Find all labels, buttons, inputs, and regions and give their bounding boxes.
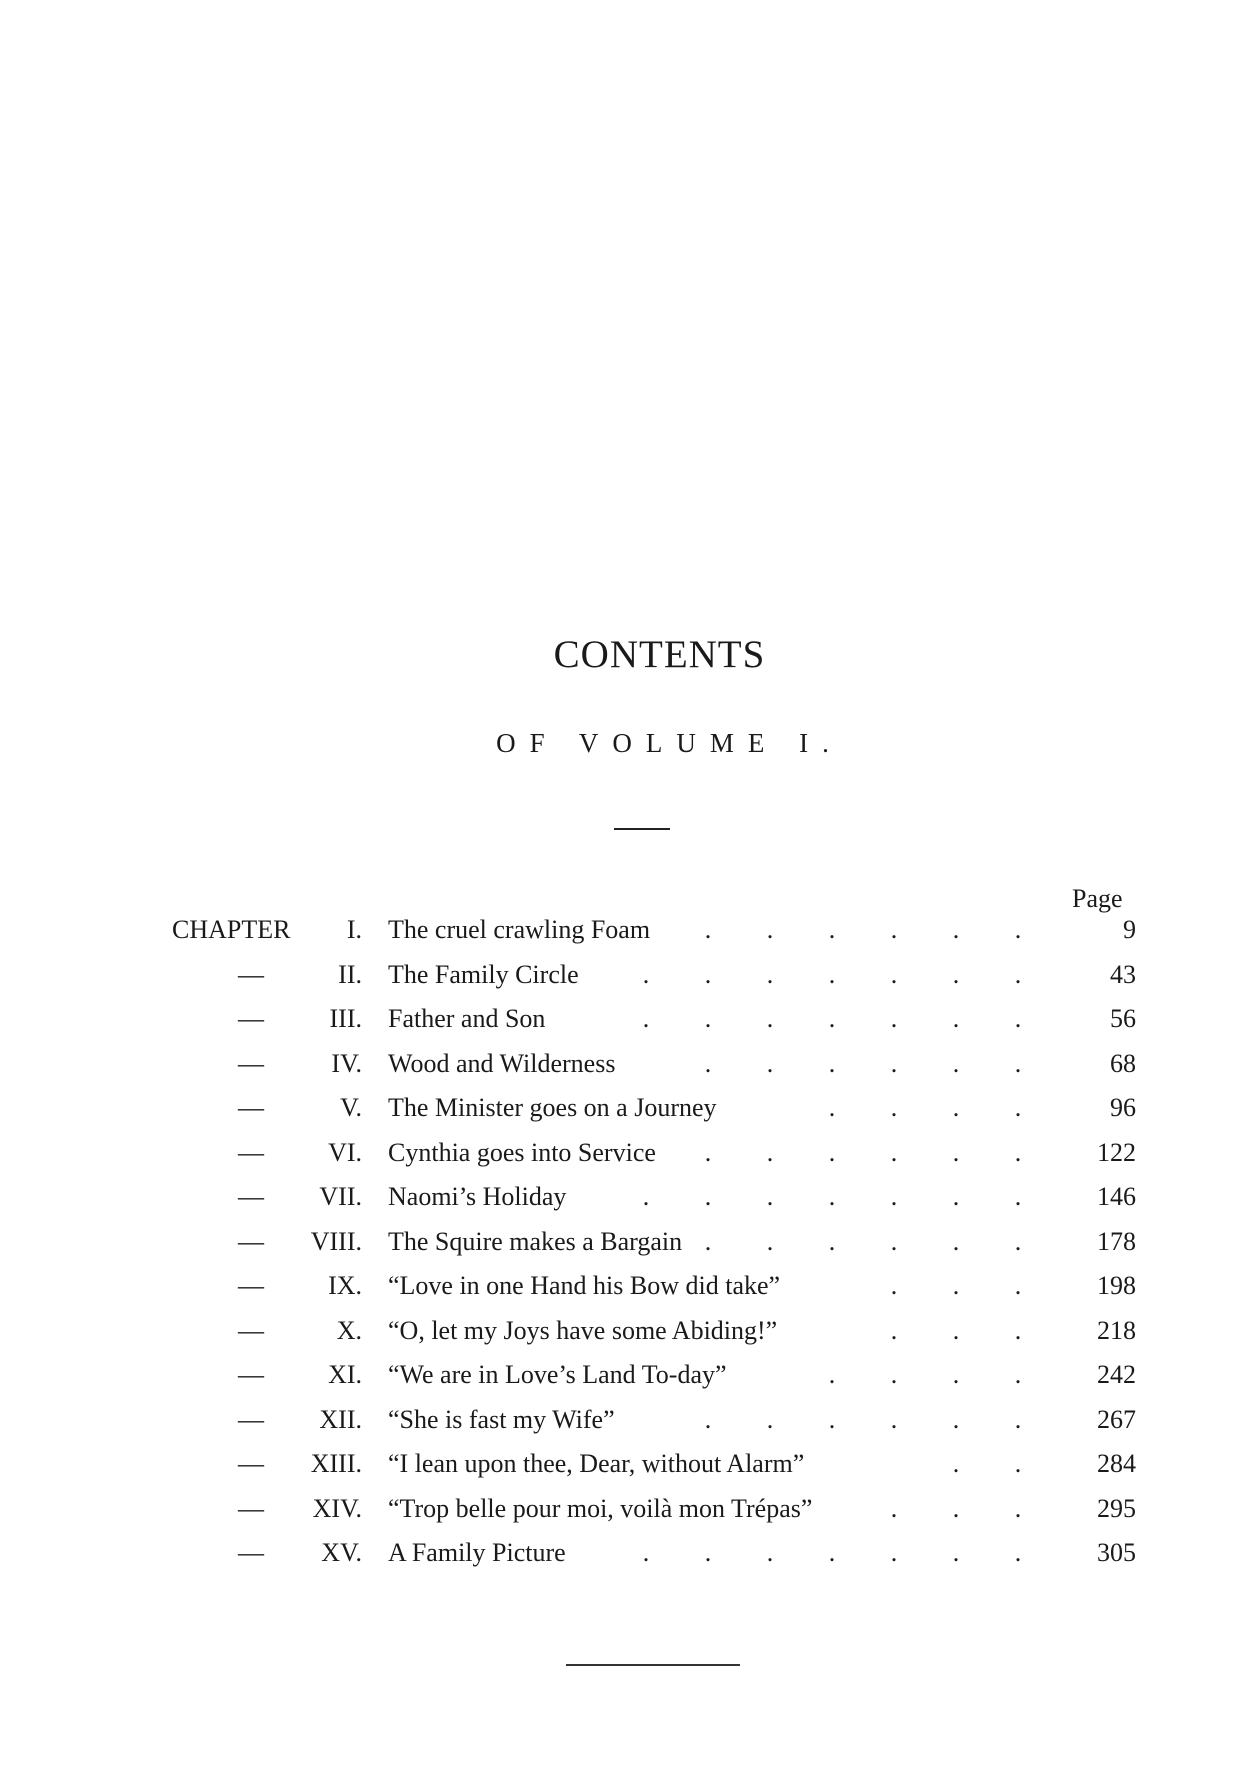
- page-number: 267: [1097, 1404, 1136, 1434]
- toc-entry: [0, 1131, 1259, 1175]
- toc-entry: [0, 1442, 1259, 1486]
- leader-dots: . . . .: [828, 1093, 1022, 1122]
- toc-entry: [0, 1175, 1259, 1219]
- ditto-dash: —: [238, 1493, 264, 1523]
- leader-dots: . . . . . . .: [642, 959, 1022, 989]
- toc-entry: [0, 1309, 1259, 1353]
- top-divider: [614, 828, 670, 830]
- ditto-dash: —: [238, 1048, 264, 1078]
- chapter-title: “I lean upon thee, Dear, without Alarm”: [388, 1449, 805, 1478]
- chapter-numeral: II.: [338, 959, 362, 989]
- chapter-title: “She is fast my Wife”: [388, 1404, 615, 1434]
- page-number: 9: [1123, 915, 1136, 944]
- ditto-dash: —: [238, 959, 264, 989]
- page-number: 178: [1097, 1226, 1136, 1256]
- leader-dots: . . . . . .: [704, 915, 1022, 944]
- toc-entry: [0, 1353, 1259, 1397]
- leader-dots: . . . . . .: [704, 1226, 1022, 1256]
- page-number: 284: [1097, 1449, 1136, 1478]
- ditto-dash: —: [238, 1004, 264, 1033]
- bottom-divider: [566, 1664, 740, 1666]
- toc-entry: [0, 908, 1259, 952]
- chapter-title: “We are in Love’s Land To-day”: [388, 1360, 727, 1389]
- chapter-numeral: IX.: [328, 1271, 362, 1300]
- ditto-dash: —: [238, 1271, 264, 1300]
- leader-dots: . . . . . .: [704, 1404, 1022, 1434]
- chapter-numeral: XIII.: [310, 1449, 362, 1478]
- page-number: 43: [1110, 959, 1136, 989]
- chapter-title: The Family Circle: [388, 959, 579, 989]
- chapter-title: The cruel crawling Foam: [388, 915, 651, 944]
- leader-dots: . . .: [890, 1493, 1022, 1523]
- chapter-title: Wood and Wilderness: [388, 1048, 616, 1078]
- chapter-numeral: V.: [340, 1093, 362, 1122]
- leader-dots: . . . . . . .: [642, 1004, 1022, 1033]
- leader-dots: . . . . . .: [704, 1048, 1022, 1078]
- ditto-dash: —: [238, 1404, 264, 1434]
- toc-entry: [0, 1398, 1259, 1442]
- leader-dots: . . . . . .: [704, 1137, 1022, 1167]
- page-title: CONTENTS: [553, 633, 766, 676]
- ditto-dash: —: [238, 1137, 264, 1167]
- chapter-title: “Trop belle pour moi, voilà mon Trépas”: [388, 1493, 813, 1523]
- toc-entry: [0, 1042, 1259, 1086]
- ditto-dash: —: [238, 1182, 264, 1211]
- page-number: 305: [1097, 1538, 1136, 1567]
- chapter-title: Cynthia goes into Service: [388, 1137, 656, 1167]
- chapter-title: Naomi’s Holiday: [388, 1182, 567, 1211]
- chapter-numeral: VIII.: [310, 1226, 362, 1256]
- ditto-dash: —: [238, 1449, 264, 1478]
- chapter-title: Father and Son: [388, 1004, 546, 1033]
- toc-entry: [0, 1220, 1259, 1264]
- page-subtitle: OF VOLUME I.: [496, 728, 843, 758]
- page-number: 68: [1110, 1048, 1136, 1078]
- page-number: 295: [1097, 1493, 1136, 1523]
- chapter-numeral: III.: [329, 1004, 362, 1033]
- toc-entry: [0, 1086, 1259, 1130]
- leader-dots: . .: [952, 1449, 1022, 1478]
- leader-dots: . . . . . . .: [642, 1538, 1022, 1567]
- leader-dots: . . . .: [828, 1360, 1022, 1389]
- toc-entry: [0, 997, 1259, 1041]
- chapter-label: CHAPTER: [172, 915, 291, 944]
- page-number: 122: [1097, 1137, 1136, 1167]
- ditto-dash: —: [238, 1226, 264, 1256]
- chapter-numeral: IV.: [331, 1048, 362, 1078]
- page-number: 96: [1110, 1093, 1136, 1122]
- page-column-label: Page: [1072, 884, 1123, 913]
- page-number: 218: [1097, 1315, 1136, 1345]
- chapter-title: “O, let my Joys have some Abiding!”: [388, 1315, 778, 1345]
- chapter-numeral: X.: [336, 1315, 362, 1345]
- chapter-title: “Love in one Hand his Bow did take”: [388, 1271, 781, 1300]
- toc-entry: [0, 953, 1259, 997]
- toc-entry: [0, 1531, 1259, 1575]
- chapter-numeral: VI.: [328, 1137, 362, 1167]
- chapter-numeral: XII.: [319, 1404, 362, 1434]
- ditto-dash: —: [238, 1093, 264, 1122]
- chapter-title: The Minister goes on a Journey: [388, 1093, 717, 1122]
- chapter-numeral: VII.: [319, 1182, 362, 1211]
- leader-dots: . . .: [890, 1315, 1022, 1345]
- chapter-numeral: XV.: [321, 1538, 362, 1567]
- toc-entry: [0, 1264, 1259, 1308]
- chapter-numeral: XIV.: [312, 1493, 362, 1523]
- leader-dots: . . . . . . .: [642, 1182, 1022, 1211]
- ditto-dash: —: [238, 1360, 264, 1389]
- ditto-dash: —: [238, 1315, 264, 1345]
- chapter-title: A Family Picture: [388, 1538, 566, 1567]
- page-number: 56: [1110, 1004, 1136, 1033]
- chapter-title: The Squire makes a Bargain: [388, 1226, 683, 1256]
- toc-entry: [0, 1487, 1259, 1531]
- page-number: 242: [1097, 1360, 1136, 1389]
- ditto-dash: —: [238, 1538, 264, 1567]
- page-number: 146: [1097, 1182, 1136, 1211]
- chapter-numeral: I.: [346, 915, 362, 944]
- page-number: 198: [1097, 1271, 1136, 1300]
- leader-dots: . . .: [890, 1271, 1022, 1300]
- chapter-numeral: XI.: [328, 1360, 362, 1389]
